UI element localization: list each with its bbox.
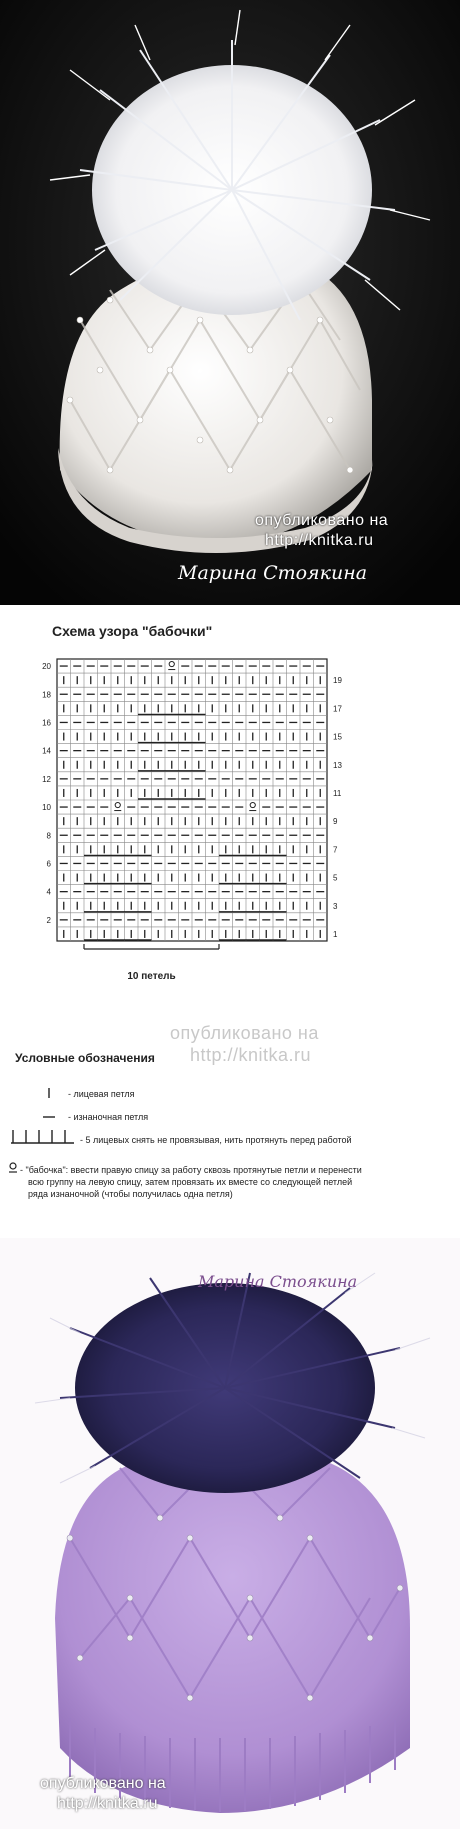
legend-butterfly-text-2: всю группу на левую спицу, затем провязать их вместе со следующей петлей [28,1177,353,1187]
legend-butterfly-text-1: - "бабочка": ввести правую спицу за работу сквозь протянутые петли и перенести [20,1165,362,1175]
row-number-right: 3 [333,901,338,911]
row-number-left: 12 [42,774,51,784]
row-number-left: 6 [46,859,51,869]
author-signature: Марина Стоякина [178,562,368,584]
row-number-right: 17 [333,704,342,714]
row-number-left: 16 [42,718,51,728]
chart-watermark-line2: http://knitka.ru [190,1045,312,1065]
row-number-right: 19 [333,676,342,686]
row-number-right: 13 [333,760,342,770]
knitting-chart [0,605,460,1035]
legend-butterfly-text-3: ряда изнаночной (чтобы получилась одна петля) [28,1189,233,1199]
repeat-label: 10 петель [127,971,176,982]
legend-slip5-text: - 5 лицевых снять не провязывая, нить протянуть перед работой [80,1135,352,1145]
white-hat-photo [0,0,460,605]
lilac-hat-image [0,1238,460,1829]
row-number-right: 15 [333,732,342,742]
row-number-left: 18 [42,690,51,700]
row-number-left: 2 [46,915,51,925]
purl-stitch-icon [42,1111,56,1123]
chart-title: Схема узора "бабочки" [52,623,213,639]
chart-watermark-line1: опубликовано на [170,1023,319,1043]
bottom-author-signature: Марина Стоякина [198,1272,358,1291]
row-number-left: 20 [42,662,51,672]
watermark-line1: опубликовано на [255,512,389,529]
legend-title: Условные обозначения [15,1051,155,1065]
row-number-right: 9 [333,817,338,827]
butterfly-stitch-icon [8,1162,18,1174]
lilac-hat-photo [0,1238,460,1829]
row-number-left: 10 [42,803,51,813]
knit-stitch-icon [46,1087,52,1099]
knitting-chart-section [0,605,460,1238]
slip5-stitch-icon [10,1129,76,1145]
bottom-watermark-line1: опубликовано на [40,1775,166,1792]
row-number-right: 1 [333,929,338,939]
legend-knit-text: - лицевая петля [68,1089,135,1099]
white-hat-image [0,0,460,605]
row-number-left: 14 [42,746,51,756]
row-number-left: 8 [46,831,51,841]
row-number-right: 11 [333,788,342,798]
bottom-watermark-line2: http://knitka.ru [57,1795,158,1812]
row-number-left: 4 [46,887,51,897]
watermark-line2: http://knitka.ru [265,532,374,549]
row-number-right: 7 [333,845,338,855]
row-number-right: 5 [333,873,338,883]
legend-purl-text: - изнаночная петля [68,1112,149,1122]
